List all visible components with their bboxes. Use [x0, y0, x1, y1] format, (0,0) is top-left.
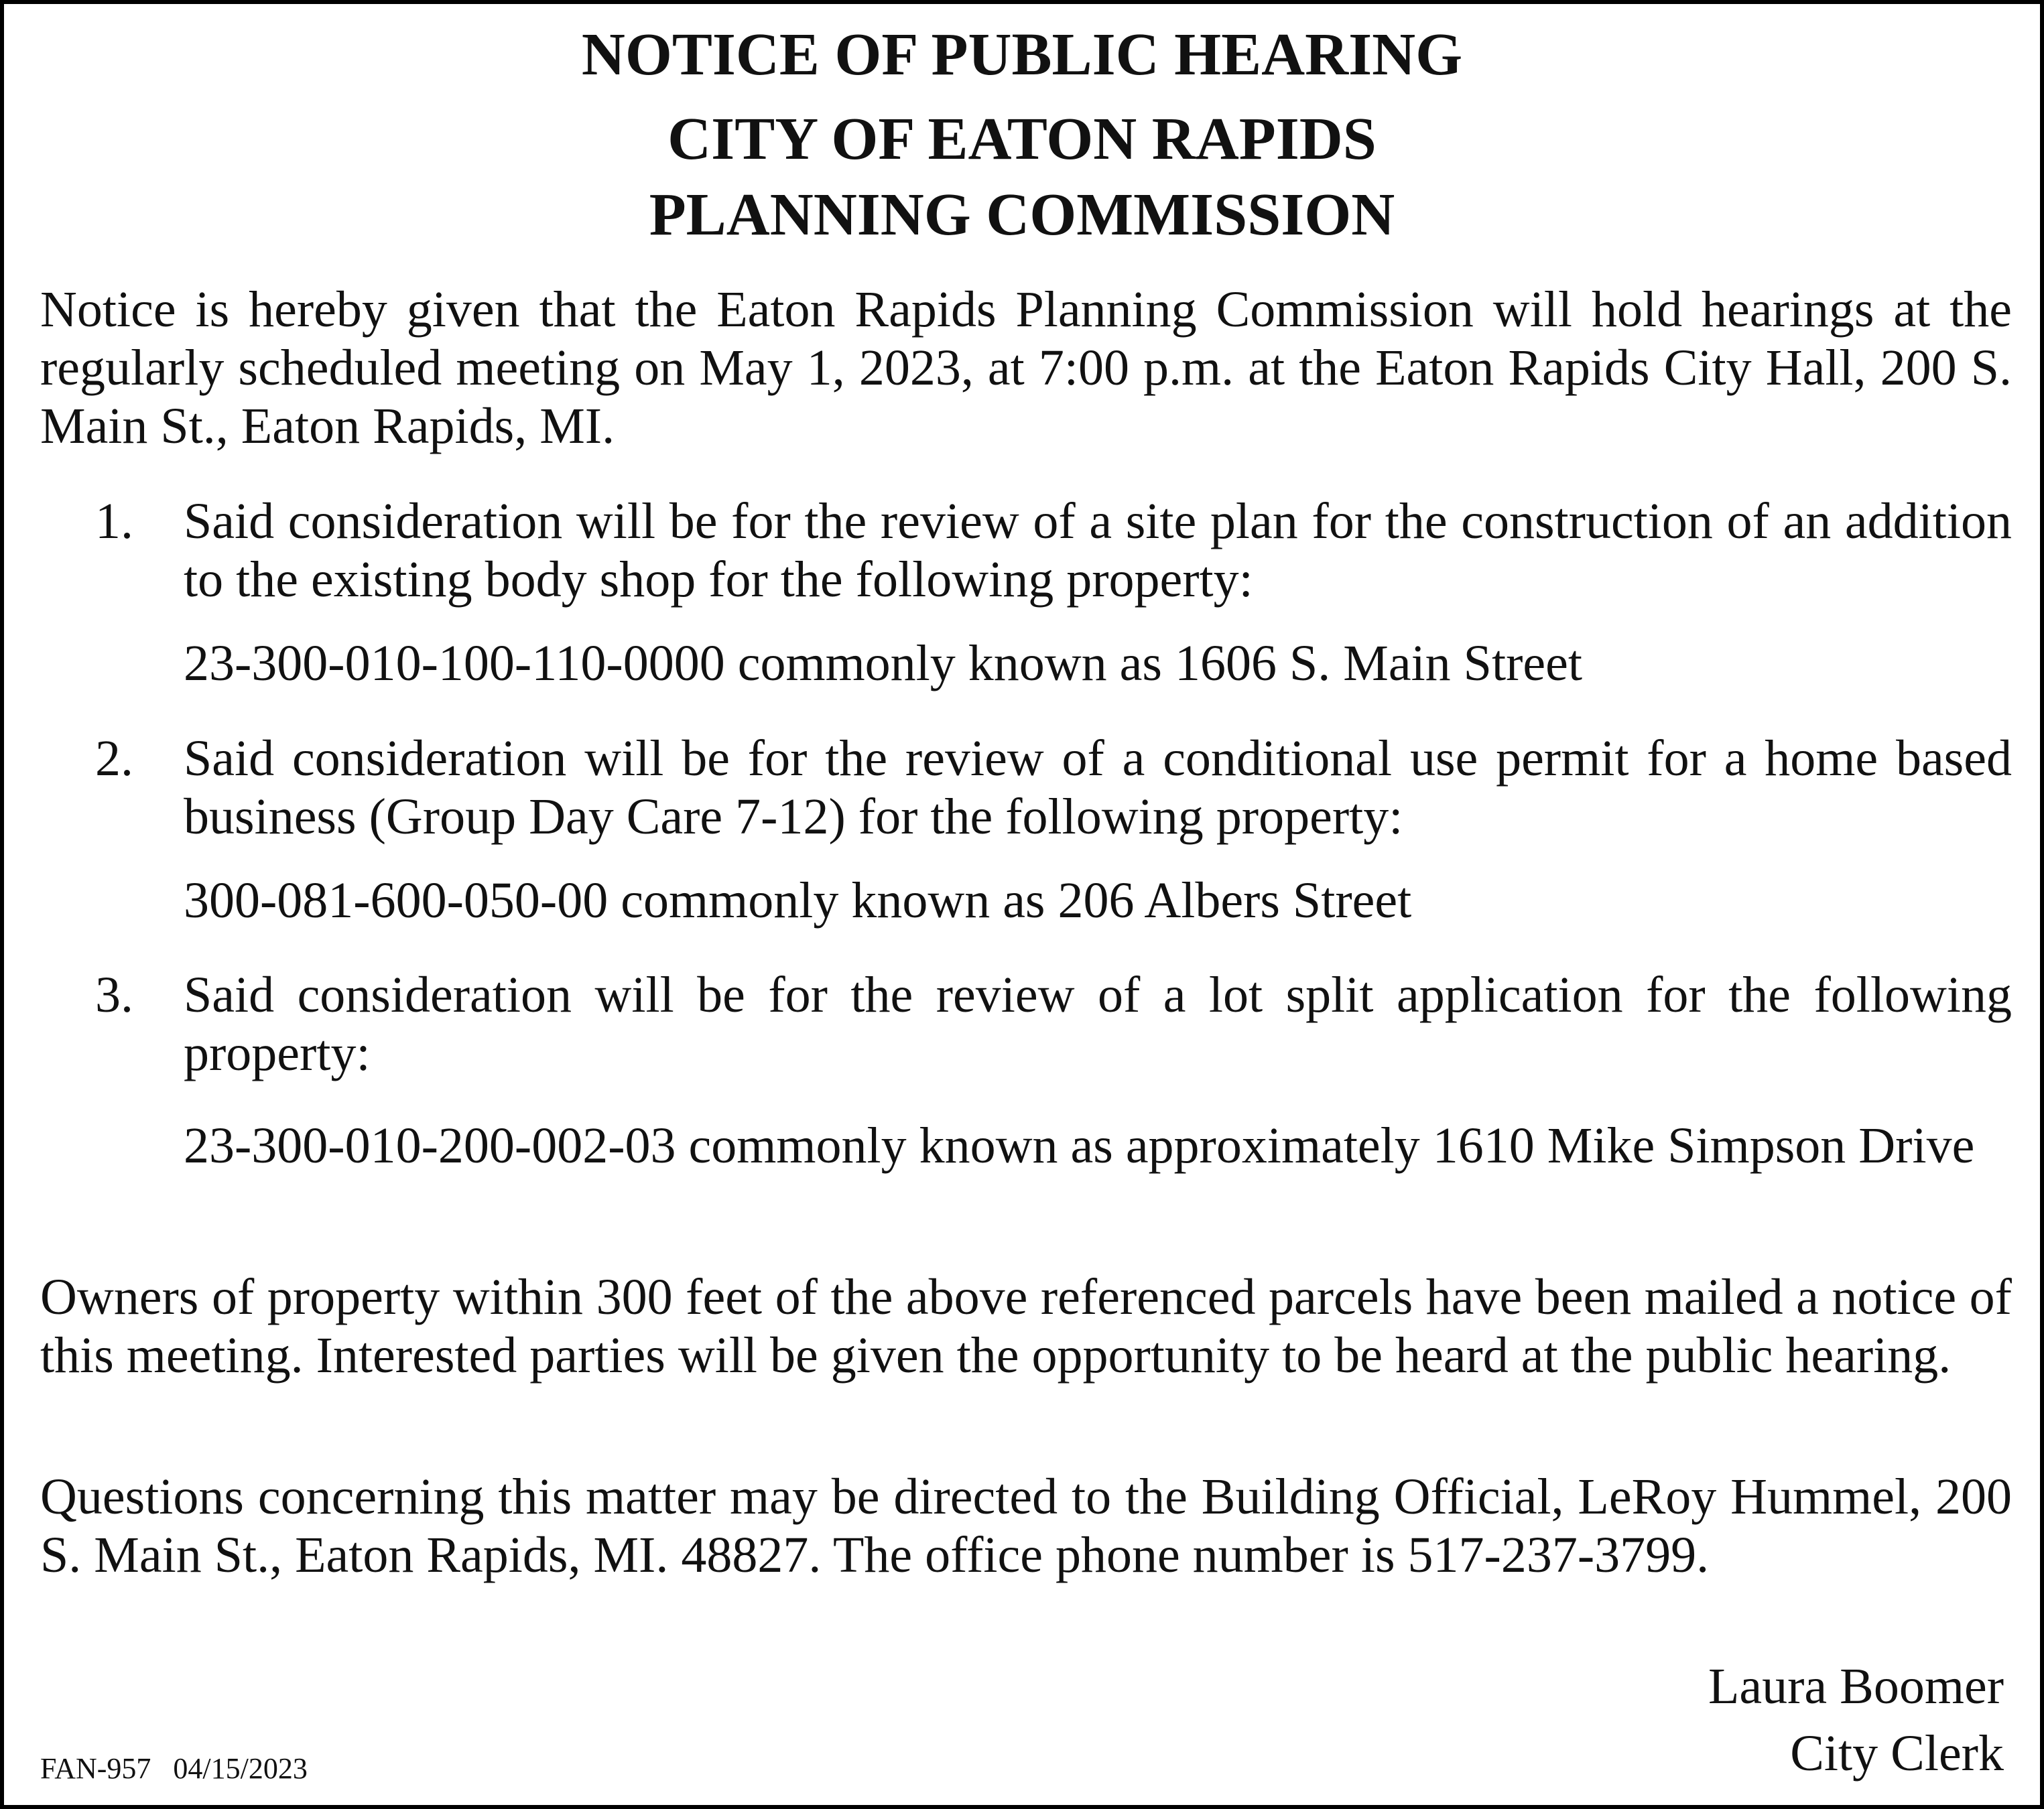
item-number: 1. [95, 493, 133, 549]
item-text: Said consideration will be for the review of a lot split application for the following property: [184, 967, 2012, 1081]
item-text: Said consideration will be for the review of a conditional use permit for a home based business (Group Day Care 7-12) for the following property: [184, 730, 2012, 845]
intro-paragraph: Notice is hereby given that the Eaton Rapids Planning Commission will hold hearings at the regularly scheduled meeting on May 1, 2023, at 7:00 p.m. at the Eaton Rapids City Hall, 200 S. Main St., Eaton Rapids, MI. [40, 281, 2012, 454]
item-number: 3. [95, 967, 133, 1023]
item-text: Said consideration will be for the review of a site plan for the construction of an addition to the existing body shop for the following property: [184, 493, 2012, 608]
notice-title: NOTICE OF PUBLIC HEARING [581, 21, 1463, 88]
owners-notice-paragraph: Owners of property within 300 feet of the above referenced parcels have been mailed a notice of this meeting. Interested parties will be given the opportunity to be heard at the public hearing. [40, 1269, 2012, 1384]
questions-paragraph: Questions concerning this matter may be directed to the Building Official, LeRoy Hummel, 200 S. Main St., Eaton Rapids, MI. 48827. The office phone number is 517-237-​3799. [40, 1469, 2012, 1583]
item-parcel: 300-081-600-050-00 commonly known as 206 Albers Street [184, 872, 1412, 929]
item-parcel: 23-300-010-100-110-0000 commonly known as 1606 S. Main Street [184, 635, 1582, 691]
publication-footer [40, 1754, 308, 1784]
footer-code: FAN-957 [40, 1752, 151, 1785]
city-name: CITY OF EATON RAPIDS [667, 106, 1377, 172]
footer-date: 04/15/2023 [173, 1752, 308, 1785]
signature-title: City Clerk [1790, 1725, 2004, 1782]
item-number: 2. [95, 730, 133, 787]
signature-name: Laura Boomer [1708, 1658, 2004, 1715]
commission-name: PLANNING COMMISSION [649, 182, 1395, 248]
item-parcel: 23-300-010-200-002-03 commonly known as approximately 1610 Mike Simpson Drive [184, 1118, 1975, 1174]
